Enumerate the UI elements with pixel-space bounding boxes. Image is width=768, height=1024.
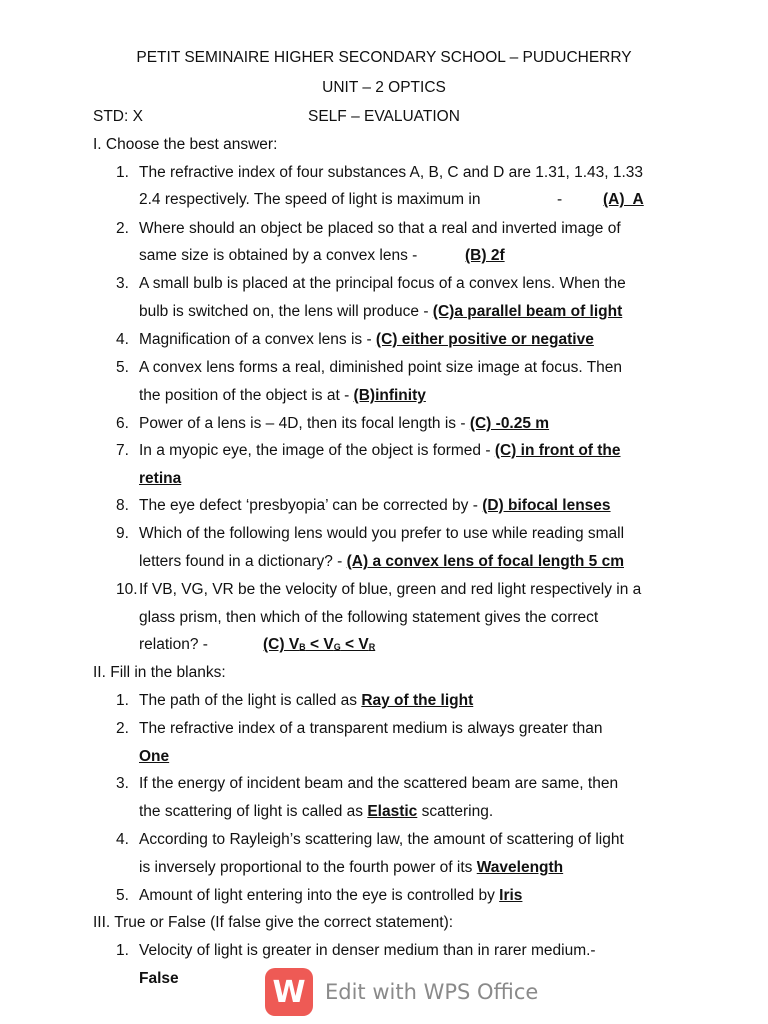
question-text: Amount of light entering into the eye is controlled by xyxy=(139,887,500,904)
question-text: If the energy of incident beam and the scattered beam are same, then xyxy=(139,775,619,792)
answer: (B)infinity xyxy=(353,387,426,404)
q-number: 10. xyxy=(116,581,138,598)
question-text: In a myopic eye, the image of the object is formed - xyxy=(139,442,495,459)
question-text: A convex lens forms a real, diminished point size image at focus. Then xyxy=(139,359,623,376)
question-line xyxy=(139,437,621,465)
answer: Ray of the light xyxy=(361,692,474,709)
q-number: 9. xyxy=(116,525,129,542)
std-label: STD: X xyxy=(93,108,143,125)
evaluation-title: SELF – EVALUATION xyxy=(308,108,460,125)
answer: (C)a parallel beam of light xyxy=(432,303,623,320)
question-text: If VB, VG, VR be the velocity of blue, green and red light respectively in a xyxy=(139,581,642,598)
question-text: The refractive index of four substances A, B, C and D are 1.31, 1.43, 1.33 xyxy=(139,164,644,181)
question-line xyxy=(139,798,493,826)
q-number: 5. xyxy=(116,359,129,376)
wps-watermark-text: Edit with WPS Office xyxy=(325,980,539,1004)
q-number: 2. xyxy=(116,220,129,237)
q-number: 3. xyxy=(116,275,129,292)
answer: (C) in front of the xyxy=(494,442,621,459)
question-line xyxy=(139,298,622,326)
answer-prefix: (C) V xyxy=(263,636,300,653)
answer-relation xyxy=(263,631,375,661)
q-number: 6. xyxy=(116,415,129,432)
q-number: 3. xyxy=(116,775,129,792)
wps-watermark[interactable] xyxy=(265,967,538,1017)
question-text: relation? - xyxy=(139,636,208,653)
q-number: 8. xyxy=(116,497,129,514)
answer: (C) either positive or negative xyxy=(375,331,594,348)
question-text: 2.4 respectively. The speed of light is maximum in xyxy=(139,191,481,208)
section1-title: I. Choose the best answer: xyxy=(93,136,278,153)
question-text: Which of the following lens would you prefer to use while reading small xyxy=(139,525,625,542)
answer: retina xyxy=(139,470,182,487)
question-line xyxy=(139,882,522,910)
question-line xyxy=(139,687,473,715)
question-text: Where should an object be placed so that a real and inverted image of xyxy=(139,220,621,237)
unit-title: UNIT – 2 OPTICS xyxy=(322,79,446,96)
question-line xyxy=(139,410,549,438)
section2-title: II. Fill in the blanks: xyxy=(93,664,226,681)
answer: (A) a convex lens of focal length 5 cm xyxy=(346,553,624,570)
answer: Iris xyxy=(499,887,523,904)
q-number: 1. xyxy=(116,942,129,959)
question-text: Power of a lens is – 4D, then its focal length is - xyxy=(139,415,470,432)
wps-logo-icon: W xyxy=(265,968,313,1016)
q-number: 1. xyxy=(116,692,129,709)
q-number: 1. xyxy=(116,164,129,181)
question-line xyxy=(139,854,563,882)
question-text: The refractive index of a transparent medium is always greater than xyxy=(139,720,603,737)
answer: Wavelength xyxy=(476,859,564,876)
answer: (D) bifocal lenses xyxy=(482,497,611,514)
question-text: letters found in a dictionary? - xyxy=(139,553,347,570)
separator: - xyxy=(557,191,563,208)
question-text: The eye defect ‘presbyopia’ can be corrected by - xyxy=(139,497,483,514)
question-text: The path of the light is called as xyxy=(139,692,362,709)
answer: Elastic xyxy=(367,803,418,820)
answer: One xyxy=(139,748,170,765)
question-text: Velocity of light is greater in denser medium than in rarer medium.- xyxy=(139,942,596,959)
q-number: 2. xyxy=(116,720,129,737)
question-text: glass prism, then which of the following statement gives the correct xyxy=(139,609,599,626)
question-text: Magnification of a convex lens is - xyxy=(139,331,376,348)
question-text: A small bulb is placed at the principal focus of a convex lens. When the xyxy=(139,275,626,292)
school-title: PETIT SEMINAIRE HIGHER SECONDARY SCHOOL – PUDUCHERRY xyxy=(136,49,632,66)
question-line xyxy=(139,326,594,354)
question-text: scattering. xyxy=(417,803,494,820)
question-line xyxy=(139,492,611,520)
question-text: the scattering of light is called as xyxy=(139,803,368,820)
q-number: 4. xyxy=(116,331,129,348)
question-text: the position of the object is at - xyxy=(139,387,354,404)
q-number: 4. xyxy=(116,831,129,848)
subscript-b: B xyxy=(299,642,306,652)
question-line xyxy=(139,548,624,576)
question-text: same size is obtained by a convex lens - xyxy=(139,247,418,264)
answer: (B) 2f xyxy=(465,247,505,264)
subscript-g: G xyxy=(333,642,341,652)
answer: False xyxy=(139,970,179,987)
q-number: 7. xyxy=(116,442,129,459)
section3-title: III. True or False (If false give the correct statement): xyxy=(93,914,454,931)
q-number: 5. xyxy=(116,887,129,904)
question-text: According to Rayleigh’s scattering law, the amount of scattering of light xyxy=(139,831,624,848)
question-line xyxy=(139,382,426,410)
question-text: is inversely proportional to the fourth power of its xyxy=(139,859,477,876)
subscript-r: R xyxy=(368,642,376,652)
answer-lt: < V xyxy=(305,636,334,653)
question-text: bulb is switched on, the lens will produce - xyxy=(139,303,433,320)
answer: (A) A xyxy=(603,191,644,208)
answer-lt: < V xyxy=(340,636,369,653)
answer: (C) -0.25 m xyxy=(469,415,550,432)
